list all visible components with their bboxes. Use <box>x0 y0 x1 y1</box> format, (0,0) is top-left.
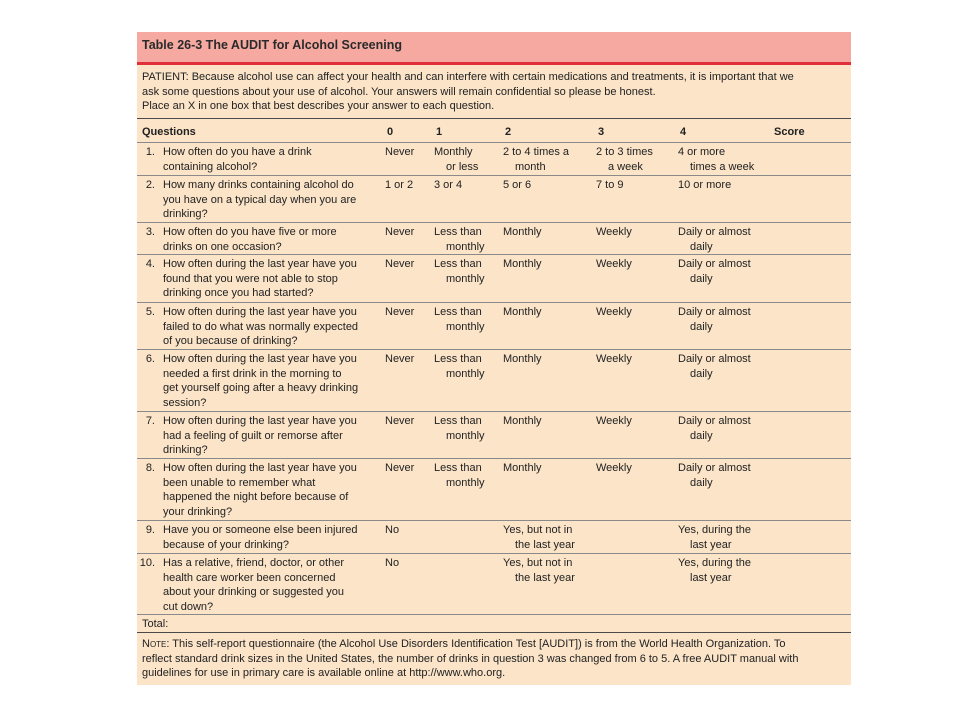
question-number: 6. <box>145 353 155 365</box>
answer-option-1: Less than <box>434 415 482 427</box>
answer-option-3: Weekly <box>596 226 632 238</box>
question-text-line: drinking once you had started? <box>163 287 314 299</box>
patient-instructions <box>142 70 842 114</box>
question-text-line: How often during the last year have you <box>163 353 357 365</box>
question-text-line: failed to do what was normally expected <box>163 320 359 333</box>
answer-option-4: daily <box>690 367 713 380</box>
instruction-line: ask some questions about your use of alcohol. Your answers will remain confidential so please be honest. <box>142 85 656 98</box>
footnote-line <box>142 637 850 652</box>
row-divider <box>137 632 851 633</box>
question-number: 9. <box>145 524 155 536</box>
question-text-line: drinks on one occasion? <box>163 240 282 253</box>
question-number: 2. <box>145 179 155 191</box>
total-label: Total: <box>142 618 169 630</box>
question-number: 1. <box>145 146 155 158</box>
answer-option-2: Yes, but not in <box>503 524 573 536</box>
question-text-line: How often during the last year have you <box>163 258 357 270</box>
question-number: 10. <box>139 557 155 569</box>
question-text-line: needed a first drink in the morning to <box>163 367 342 380</box>
question-text-line: happened the night before because of <box>163 491 349 503</box>
answer-option-1: Less than <box>434 306 482 318</box>
row-divider <box>137 175 851 176</box>
answer-option-2: Yes, but not in <box>503 557 573 569</box>
question-number: 5. <box>145 306 155 318</box>
question-text-line: drinking? <box>163 208 208 220</box>
answer-option-0: No <box>385 524 400 536</box>
answer-option-4: daily <box>690 429 713 442</box>
answer-option-4: daily <box>690 272 713 285</box>
note-label: Note: <box>142 638 170 650</box>
answer-option-0: No <box>385 557 400 569</box>
answer-option-1: monthly <box>446 240 485 253</box>
question-text-line: How often do you have a drink <box>163 146 312 158</box>
question-text-line: cut down? <box>163 600 214 613</box>
answer-option-1: monthly <box>446 320 485 333</box>
answer-option-4: Daily or almost <box>678 462 751 474</box>
answer-option-2: the last year <box>515 538 575 551</box>
question-text-line: been unable to remember what <box>163 476 316 489</box>
footnote-line: guidelines for use in primary care is available online at http://www.who.org. <box>142 667 506 679</box>
answer-option-3: Weekly <box>596 415 632 427</box>
question-text-line: had a feeling of guilt or remorse after <box>163 429 343 442</box>
answer-option-4: 10 or more <box>678 179 732 191</box>
answer-option-2: Monthly <box>503 353 542 365</box>
question-text-line: health care worker been concerned <box>163 571 336 584</box>
row-divider <box>137 553 851 554</box>
answer-option-0: Never <box>385 306 415 318</box>
answer-option-1: or less <box>446 160 479 173</box>
row-divider <box>137 614 851 615</box>
answer-option-4: daily <box>690 320 713 333</box>
question-text-line: How often during the last year have you <box>163 306 357 318</box>
answer-option-1: Less than <box>434 226 482 238</box>
row-divider <box>137 222 851 223</box>
question-number: 8. <box>145 462 155 474</box>
answer-option-0: Never <box>385 353 415 365</box>
answer-option-2: Monthly <box>503 226 542 238</box>
answer-option-4: Daily or almost <box>678 415 751 427</box>
header-score-0: 0 <box>387 126 394 138</box>
question-text-line: How many drinks containing alcohol do <box>163 179 354 191</box>
question-text-line: How often during the last year have you <box>163 462 357 474</box>
answer-option-2: Monthly <box>503 306 542 318</box>
table-title: Table 26-3 The AUDIT for Alcohol Screening <box>142 38 402 52</box>
question-text-line: of you because of drinking? <box>163 335 298 347</box>
answer-option-3: Weekly <box>596 462 632 474</box>
header-questions: Questions <box>142 126 196 138</box>
answer-option-0: Never <box>385 258 415 270</box>
answer-option-2: the last year <box>515 571 575 584</box>
answer-option-4: daily <box>690 240 713 253</box>
answer-option-1: monthly <box>446 429 485 442</box>
answer-option-4: Daily or almost <box>678 258 751 270</box>
answer-option-3: Weekly <box>596 258 632 270</box>
answer-option-1: Less than <box>434 353 482 365</box>
answer-option-4: Yes, during the <box>678 524 751 536</box>
question-text-line: Has a relative, friend, doctor, or other <box>163 557 344 569</box>
answer-option-2: Monthly <box>503 415 542 427</box>
question-text-line: your drinking? <box>163 505 233 518</box>
note-text: This self-report questionnaire (the Alcohol Use Disorders Identification Test [AUDIT]) is from the World Health Organization. To <box>169 638 786 650</box>
question-text-line: you have on a typical day when you are <box>163 193 357 206</box>
header-score-2: 2 <box>505 126 512 138</box>
answer-option-1: 3 or 4 <box>434 179 463 191</box>
question-text-line: How often do you have five or more <box>163 226 337 238</box>
question-number: 4. <box>145 258 155 270</box>
answer-option-2: Monthly <box>503 462 542 474</box>
answer-option-1: monthly <box>446 367 485 380</box>
footnote-line: reflect standard drink sizes in the United States, the number of drinks in question 3 was changed from 6 to 5. A free AUDIT manual with <box>142 652 799 665</box>
row-divider <box>137 118 851 119</box>
answer-option-4: Daily or almost <box>678 226 751 238</box>
row-divider <box>137 520 851 521</box>
instruction-line: PATIENT: Because alcohol use can affect your health and can interfere with certain medications and treatments, it is important that we <box>142 71 794 83</box>
answer-option-0: 1 or 2 <box>385 179 414 191</box>
instruction-line: Place an X in one box that best describes your answer to each question. <box>142 100 495 112</box>
answer-option-4: Yes, during the <box>678 557 751 569</box>
table-title-bar <box>137 32 851 65</box>
row-divider <box>137 411 851 412</box>
answer-option-1: Monthly <box>434 146 473 158</box>
answer-option-3: a week <box>608 160 643 173</box>
answer-option-3: Weekly <box>596 306 632 318</box>
answer-option-1: monthly <box>446 272 485 285</box>
answer-option-3: 7 to 9 <box>596 179 624 191</box>
row-divider <box>137 302 851 303</box>
row-divider <box>137 349 851 350</box>
answer-option-1: Less than <box>434 258 482 270</box>
row-divider <box>137 458 851 459</box>
answer-option-4: daily <box>690 476 713 489</box>
answer-option-2: 2 to 4 times a <box>503 146 570 158</box>
row-divider <box>137 142 851 143</box>
question-text-line: drinking? <box>163 444 208 456</box>
question-text-line: containing alcohol? <box>163 160 258 173</box>
answer-option-0: Never <box>385 146 415 158</box>
header-score-1: 1 <box>436 126 443 138</box>
question-text-line: Have you or someone else been injured <box>163 524 358 536</box>
question-text-line: found that you were not able to stop <box>163 272 338 285</box>
answer-option-4: last year <box>690 571 732 584</box>
answer-option-3: Weekly <box>596 353 632 365</box>
header-score-3: 3 <box>598 126 605 138</box>
answer-option-3: 2 to 3 times <box>596 146 653 158</box>
answer-option-2: 5 or 6 <box>503 179 532 191</box>
answer-option-4: Daily or almost <box>678 306 751 318</box>
header-score: Score <box>774 126 805 138</box>
answer-option-2: Monthly <box>503 258 542 270</box>
answer-option-0: Never <box>385 415 415 427</box>
table-footnote <box>142 637 850 681</box>
answer-option-4: 4 or more <box>678 146 726 158</box>
question-number: 7. <box>145 415 155 427</box>
answer-option-1: Less than <box>434 462 482 474</box>
question-text-line: How often during the last year have you <box>163 415 357 427</box>
answer-option-4: times a week <box>690 160 755 173</box>
answer-option-0: Never <box>385 462 415 474</box>
row-divider <box>137 254 851 255</box>
answer-option-1: monthly <box>446 476 485 489</box>
question-text-line: because of your drinking? <box>163 538 289 551</box>
question-text-line: get yourself going after a heavy drinking <box>163 382 359 394</box>
answer-option-4: Daily or almost <box>678 353 751 365</box>
answer-option-0: Never <box>385 226 415 238</box>
audit-table <box>137 32 851 685</box>
question-number: 3. <box>145 226 155 238</box>
question-text-line: session? <box>163 396 207 409</box>
question-text-line: about your drinking or suggested you <box>163 586 345 598</box>
answer-option-4: last year <box>690 538 732 551</box>
header-score-4: 4 <box>680 126 687 138</box>
answer-option-2: month <box>515 160 546 173</box>
